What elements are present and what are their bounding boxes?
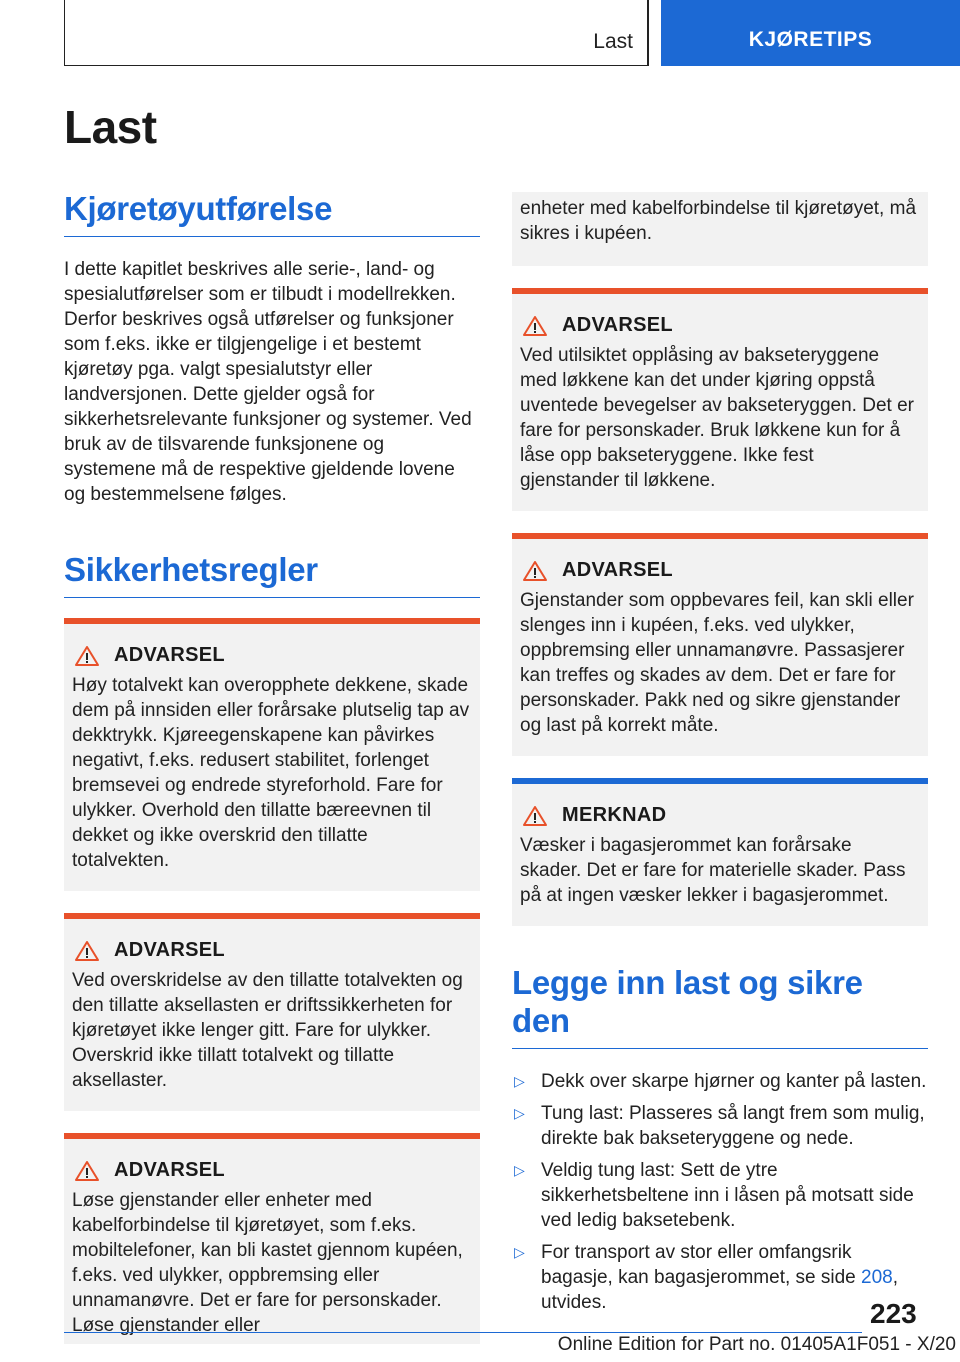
warning-triangle-icon [74, 940, 100, 962]
warning-text: Ved utilsiktet opplåsing av bakseteryggene med løkkene kan det under kjøring oppstå uventede bevegelser av bakseteryggen. Det er fare for personskader. Bruk løkkene kun for å låse opp bakseteryggene. Ikke fest gjenstander til løkkene. [520, 345, 914, 491]
warning-box [512, 288, 928, 511]
section-title-safety: Sikkerhetsregler [64, 551, 480, 598]
warning-title: ADVARSEL [114, 644, 225, 666]
list-item [512, 1158, 928, 1233]
triangle-bullet-icon: ▷ [514, 1162, 525, 1178]
list-item-text: Dekk over skarpe hjørner og kanter på lasten. [541, 1071, 927, 1092]
list-item [512, 1240, 928, 1315]
page-title: Last [64, 101, 157, 153]
footer-edition: Online Edition for Part no. 01405A1F051 - X/20 [557, 1334, 956, 1355]
section-title-loading: Legge inn last og sikre den [512, 964, 928, 1049]
triangle-bullet-icon: ▷ [514, 1105, 525, 1121]
warning-text: Gjenstander som oppbevares feil, kan skli eller slenges inn i kupéen, f.eks. ved ulykker, oppbremsing eller unnamanøvre. Passasjerer kan treffes og skades av dem. Det er fare for personskader. Pakk ned og sikre gjenstander og last på korrekt måte. [520, 590, 914, 736]
warning-title: ADVARSEL [562, 314, 673, 336]
footer-divider [64, 1332, 862, 1333]
list-item-text: Veldig tung last: Sett de ytre sikkerhetsbeltene inn i låsen på motsatt side ved ledig baksetebenk. [541, 1160, 914, 1231]
warning-triangle-icon [74, 1160, 100, 1182]
triangle-bullet-icon: ▷ [514, 1244, 525, 1260]
header-frame [64, 0, 649, 66]
left-column [64, 190, 480, 1344]
list-item [512, 1101, 928, 1151]
triangle-bullet-icon: ▷ [514, 1073, 525, 1089]
warning-title: ADVARSEL [114, 939, 225, 961]
warning-box [64, 913, 480, 1111]
warning-continuation-box [512, 192, 928, 266]
warning-title: ADVARSEL [114, 1159, 225, 1181]
page-reference-link[interactable]: 208 [861, 1267, 893, 1288]
warning-text: Ved overskridelse av den tillatte totalvekten og den tillatte aksellasten er driftssikkerheten for kjøretøyet ikke lenger gitt. Fare for ulykker. Overskrid ikke tillatt totalvekt og tillatte aksellaster. [72, 970, 463, 1091]
warning-triangle-icon [522, 560, 548, 582]
section-title-vehicle-version: Kjøretøyutførelse [64, 190, 480, 237]
loading-list [512, 1069, 928, 1315]
warning-box [64, 1133, 480, 1344]
warning-text: Løse gjenstander eller enheter med kabelforbindelse til kjøretøyet, som f.eks. mobiltelefoner, kan bli kastet gjennom kupéen, f.eks. ved ulykker, oppbremsing eller unnamanøvre. Det er fare for personskader. Løse gjenstander eller [72, 1190, 463, 1336]
note-title: MERKNAD [562, 804, 667, 826]
list-item-text: Tung last: Plasseres så langt frem som mulig, direkte bak bakseteryggene og nede. [541, 1103, 925, 1149]
warning-continuation-text: enheter med kabelforbindelse til kjøretøyet, må sikres i kupéen. [520, 198, 917, 244]
chapter-tab[interactable]: KJØRETIPS [661, 0, 960, 66]
note-triangle-icon [522, 805, 548, 827]
list-item-text-prefix: For transport av stor eller omfangsrik bagasje, kan bagasjerommet, se side [541, 1242, 862, 1288]
section-body-vehicle-version: I dette kapitlet beskrives alle serie-, land- og spesialutførelser som er tilbudt i modellrekken. Derfor beskrives også utførelser og funksjoner som f.eks. ikke er tilgjengelige i et bestemt kjøretøy pga. valgt spesialutstyr eller landversjonen. Dette gjelder også for sikkerhetsrelevante funksjoner og systemer. Ved bruk av de tilsvarende funksjonene og systemene må de respektive gjeldende lovene og bestemmelsene følges. [64, 259, 472, 505]
header-section-label: Last [593, 30, 633, 53]
warning-text: Høy totalvekt kan overopphete dekkene, skade dem på innsiden eller forårsake plutselig tap av dekktrykk. Kjøreegenskapene kan påvirkes negativt, f.eks. redusert stabilitet, forlenget bremsevei og endrede styreforhold. Fare for ulykker. Overhold den tillatte bæreevnen til dekket og ikke overskrid den tillatte totalvekten. [72, 675, 470, 871]
note-text: Væsker i bagasjerommet kan forårsake skader. Det er fare for materielle skader. Pass på at ingen væsker lekker i bagasjerommet. [520, 835, 906, 906]
right-column [512, 192, 928, 1322]
warning-box [512, 533, 928, 756]
warning-box [64, 618, 480, 891]
warning-triangle-icon [522, 315, 548, 337]
page-number: 223 [870, 1298, 917, 1329]
warning-triangle-icon [74, 645, 100, 667]
list-item [512, 1069, 928, 1094]
warning-title: ADVARSEL [562, 559, 673, 581]
list-item-text-suffix: , utvides. [541, 1267, 898, 1313]
note-box [512, 778, 928, 926]
